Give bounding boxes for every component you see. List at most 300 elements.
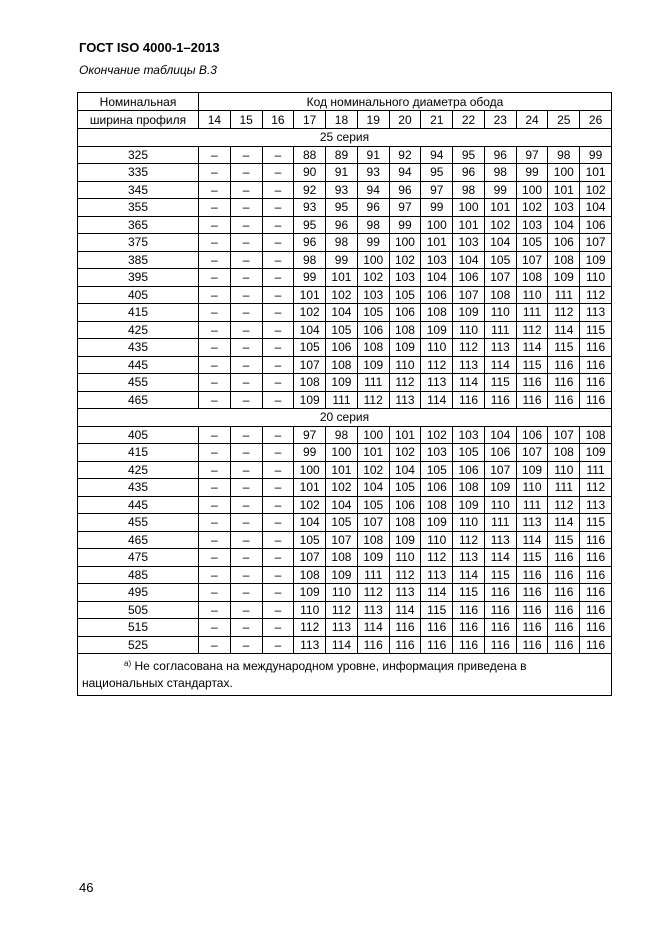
load-index-cell: 112 (421, 356, 453, 374)
load-index-cell: 105 (389, 286, 421, 304)
load-index-cell: 104 (453, 251, 485, 269)
load-index-cell: 108 (294, 566, 326, 584)
load-index-cell: 112 (357, 584, 389, 602)
load-index-cell: 102 (326, 286, 358, 304)
load-index-cell: 107 (484, 269, 516, 287)
load-index-cell: 113 (421, 374, 453, 392)
load-index-cell: 111 (580, 461, 612, 479)
load-index-cell: – (262, 444, 294, 462)
load-index-cell: 116 (453, 619, 485, 637)
load-index-cell: 103 (516, 216, 548, 234)
load-index-cell: 110 (389, 356, 421, 374)
load-index-cell: – (199, 356, 231, 374)
load-index-cell: 100 (453, 199, 485, 217)
load-index-cell: 116 (421, 636, 453, 654)
load-index-cell: 109 (389, 339, 421, 357)
load-index-cell: – (230, 164, 262, 182)
load-index-cell: 116 (453, 636, 485, 654)
load-index-cell: 113 (516, 514, 548, 532)
load-index-cell: 106 (580, 216, 612, 234)
diameter-code-header: 26 (580, 111, 612, 129)
load-index-cell: 112 (548, 304, 580, 322)
load-index-cell: 103 (421, 251, 453, 269)
load-index-cell: – (199, 286, 231, 304)
load-index-cell: 116 (580, 391, 612, 409)
load-index-cell: – (262, 146, 294, 164)
load-index-cell: 113 (294, 636, 326, 654)
load-index-cell: – (230, 269, 262, 287)
load-index-cell: 103 (389, 269, 421, 287)
load-index-cell: 116 (484, 391, 516, 409)
load-index-cell: – (199, 374, 231, 392)
load-index-cell: 116 (580, 374, 612, 392)
load-index-cell: 113 (389, 584, 421, 602)
load-index-cell: – (230, 391, 262, 409)
section-width-cell: 455 (78, 374, 199, 392)
load-index-cell: – (230, 251, 262, 269)
load-index-cell: – (199, 164, 231, 182)
load-index-cell: 88 (294, 146, 326, 164)
load-index-cell: 111 (357, 374, 389, 392)
load-index-cell: – (230, 549, 262, 567)
load-index-cell: 102 (516, 199, 548, 217)
load-index-cell: 106 (389, 496, 421, 514)
load-index-cell: 116 (389, 619, 421, 637)
load-index-cell: – (262, 479, 294, 497)
load-index-cell: 98 (326, 234, 358, 252)
diameter-code-header: 14 (199, 111, 231, 129)
load-index-cell: 116 (548, 601, 580, 619)
load-index-cell: 106 (548, 234, 580, 252)
load-index-cell: 107 (516, 251, 548, 269)
load-index-cell: 116 (357, 636, 389, 654)
load-index-cell: 99 (389, 216, 421, 234)
load-index-cell: – (262, 164, 294, 182)
load-index-cell: 106 (421, 286, 453, 304)
load-index-cell: 113 (484, 531, 516, 549)
load-index-cell: 97 (421, 181, 453, 199)
load-index-cell: – (199, 496, 231, 514)
section-width-cell: 345 (78, 181, 199, 199)
load-index-cell: 111 (548, 286, 580, 304)
load-index-cell: 108 (389, 321, 421, 339)
load-index-cell: 115 (453, 584, 485, 602)
section-width-cell: 485 (78, 566, 199, 584)
load-index-cell: – (262, 269, 294, 287)
load-index-cell: – (199, 269, 231, 287)
load-index-cell: 93 (294, 199, 326, 217)
load-index-cell: 101 (484, 199, 516, 217)
load-index-cell: 104 (484, 234, 516, 252)
load-index-cell: 107 (548, 426, 580, 444)
load-index-cell: 99 (357, 234, 389, 252)
load-index-cell: – (230, 286, 262, 304)
load-index-cell: 107 (294, 356, 326, 374)
load-index-cell: 95 (326, 199, 358, 217)
load-index-cell: 99 (294, 444, 326, 462)
load-index-cell: – (262, 339, 294, 357)
table-row (78, 286, 612, 304)
load-index-cell: 105 (326, 514, 358, 532)
load-index-cell: 102 (484, 216, 516, 234)
load-index-cell: 116 (548, 374, 580, 392)
load-index-cell: 97 (294, 426, 326, 444)
load-index-cell: – (230, 304, 262, 322)
load-index-cell: 96 (294, 234, 326, 252)
load-index-cell: 105 (357, 496, 389, 514)
load-index-cell: 106 (453, 269, 485, 287)
section-width-cell: 365 (78, 216, 199, 234)
load-index-cell: – (230, 601, 262, 619)
load-index-cell: 116 (389, 636, 421, 654)
load-index-cell: – (199, 426, 231, 444)
load-index-cell: – (199, 199, 231, 217)
section-width-cell: 405 (78, 426, 199, 444)
load-index-cell: – (262, 461, 294, 479)
load-index-cell: 116 (484, 584, 516, 602)
load-index-cell: – (262, 531, 294, 549)
table-row (78, 339, 612, 357)
load-index-cell: 104 (357, 479, 389, 497)
load-index-cell: 108 (357, 531, 389, 549)
load-index-cell: 116 (548, 391, 580, 409)
load-index-cell: 109 (326, 566, 358, 584)
load-index-cell: 116 (421, 619, 453, 637)
load-index-cell: 116 (580, 566, 612, 584)
footnote-row (78, 654, 612, 696)
table-row (78, 234, 612, 252)
diameter-code-header: 21 (421, 111, 453, 129)
table-row (78, 531, 612, 549)
load-index-cell: 92 (389, 146, 421, 164)
load-index-cell: 98 (357, 216, 389, 234)
load-index-cell: 116 (516, 584, 548, 602)
load-index-cell: 111 (357, 566, 389, 584)
load-index-cell: 109 (453, 496, 485, 514)
load-index-cell: 89 (326, 146, 358, 164)
load-index-cell: – (199, 216, 231, 234)
series-row (78, 409, 612, 427)
load-index-cell: 105 (421, 461, 453, 479)
table-row (78, 426, 612, 444)
load-index-cell: 91 (326, 164, 358, 182)
load-index-cell: 102 (357, 461, 389, 479)
table-row (78, 181, 612, 199)
section-width-cell: 425 (78, 321, 199, 339)
load-index-cell: – (230, 514, 262, 532)
table-row (78, 566, 612, 584)
load-index-cell: 116 (516, 566, 548, 584)
table-row (78, 461, 612, 479)
load-index-cell: 100 (389, 234, 421, 252)
load-index-cell: 109 (580, 444, 612, 462)
load-index-cell: 110 (294, 601, 326, 619)
load-index-cell: – (199, 566, 231, 584)
load-index-cell: 98 (294, 251, 326, 269)
section-width-cell: 435 (78, 479, 199, 497)
load-index-cell: 101 (421, 234, 453, 252)
page-number: 46 (79, 880, 94, 895)
load-index-cell: 114 (357, 619, 389, 637)
load-index-cell: 110 (326, 584, 358, 602)
diameter-code-header: 22 (453, 111, 485, 129)
load-index-cell: 114 (421, 584, 453, 602)
load-index-cell: 108 (421, 304, 453, 322)
diameter-code-header: 23 (484, 111, 516, 129)
load-index-cell: 101 (357, 444, 389, 462)
load-index-cell: 104 (294, 321, 326, 339)
load-index-cell: – (199, 479, 231, 497)
load-index-cell: 111 (326, 391, 358, 409)
load-index-cell: 100 (421, 216, 453, 234)
load-index-cell: 116 (580, 549, 612, 567)
load-index-cell: 108 (580, 426, 612, 444)
load-index-cell: 100 (548, 164, 580, 182)
load-index-cell: – (199, 391, 231, 409)
section-width-cell: 415 (78, 304, 199, 322)
load-index-cell: 115 (516, 356, 548, 374)
load-index-cell: 108 (294, 374, 326, 392)
load-index-cell: 93 (357, 164, 389, 182)
load-index-cell: 116 (580, 531, 612, 549)
load-index-cell: 102 (389, 444, 421, 462)
diameter-code-header: 20 (389, 111, 421, 129)
load-index-cell: 113 (421, 566, 453, 584)
load-index-cell: 109 (357, 356, 389, 374)
load-index-cell: 96 (484, 146, 516, 164)
load-index-cell: 103 (548, 199, 580, 217)
load-index-cell: – (230, 479, 262, 497)
load-index-cell: 110 (516, 286, 548, 304)
width-header-line2: ширина профиля (78, 111, 199, 129)
load-index-cell: – (199, 444, 231, 462)
load-index-cell: – (262, 304, 294, 322)
load-index-cell: 115 (516, 549, 548, 567)
load-index-cell: 113 (484, 339, 516, 357)
load-index-cell: 116 (516, 636, 548, 654)
load-index-cell: 116 (548, 636, 580, 654)
diameter-code-header: 19 (357, 111, 389, 129)
table-row (78, 391, 612, 409)
footnote-text: Не согласована на международном уровне, информация приведена в национальных стандартах. (82, 659, 527, 690)
load-index-cell: 100 (357, 426, 389, 444)
load-index-cell: 114 (484, 549, 516, 567)
diameter-code-header: 17 (294, 111, 326, 129)
load-index-cell: 115 (421, 601, 453, 619)
load-index-cell: – (262, 234, 294, 252)
load-index-cell: 115 (548, 531, 580, 549)
load-index-cell: 115 (580, 514, 612, 532)
table-row (78, 619, 612, 637)
load-index-cell: 113 (580, 304, 612, 322)
load-index-cell: – (230, 321, 262, 339)
section-width-cell: 465 (78, 531, 199, 549)
load-index-cell: 105 (294, 339, 326, 357)
width-header-line1: Номинальная (78, 93, 199, 111)
load-index-cell: – (230, 339, 262, 357)
load-index-cell: – (230, 444, 262, 462)
table-row (78, 584, 612, 602)
load-index-cell: 110 (548, 461, 580, 479)
load-index-cell: 113 (389, 391, 421, 409)
load-index-cell: 114 (548, 321, 580, 339)
load-index-cell: – (199, 461, 231, 479)
section-width-cell: 445 (78, 496, 199, 514)
load-index-cell: 116 (548, 584, 580, 602)
load-index-cell: 104 (580, 199, 612, 217)
diameter-code-header: 18 (326, 111, 358, 129)
load-index-cell: 107 (453, 286, 485, 304)
series-title: 25 серия (78, 129, 612, 147)
load-index-cell: 108 (484, 286, 516, 304)
load-index-cell: – (262, 584, 294, 602)
load-index-cell: 111 (548, 479, 580, 497)
load-index-cell: 106 (326, 339, 358, 357)
load-index-cell: 116 (548, 549, 580, 567)
footnote (78, 654, 612, 696)
section-width-cell: 465 (78, 391, 199, 409)
load-index-cell: 110 (484, 496, 516, 514)
load-index-cell: – (262, 199, 294, 217)
load-index-cell: 91 (357, 146, 389, 164)
section-width-cell: 395 (78, 269, 199, 287)
load-index-cell: 107 (516, 444, 548, 462)
load-index-cell: 111 (516, 304, 548, 322)
load-index-cell: 116 (548, 356, 580, 374)
load-index-cell: 104 (548, 216, 580, 234)
section-width-cell: 405 (78, 286, 199, 304)
section-width-cell: 495 (78, 584, 199, 602)
diameter-code-header: 15 (230, 111, 262, 129)
load-index-cell: – (199, 549, 231, 567)
load-index-cell: 108 (548, 251, 580, 269)
load-index-cell: 102 (580, 181, 612, 199)
load-index-cell: 109 (294, 391, 326, 409)
table-row (78, 199, 612, 217)
table-row (78, 479, 612, 497)
load-index-cell: – (199, 304, 231, 322)
load-index-cell: – (230, 566, 262, 584)
load-index-cell: 110 (580, 269, 612, 287)
load-index-cell: 107 (326, 531, 358, 549)
load-index-cell: 107 (580, 234, 612, 252)
load-index-cell: 102 (326, 479, 358, 497)
load-index-cell: 97 (516, 146, 548, 164)
load-index-cell: 96 (326, 216, 358, 234)
load-index-cell: 116 (484, 601, 516, 619)
load-index-cell: 102 (294, 304, 326, 322)
load-index-cell: 106 (357, 321, 389, 339)
table-row (78, 514, 612, 532)
load-index-cell: 113 (357, 601, 389, 619)
load-index-cell: – (199, 619, 231, 637)
load-index-cell: 109 (294, 584, 326, 602)
load-index-cell: – (199, 601, 231, 619)
load-index-cell: 113 (326, 619, 358, 637)
load-index-cell: 104 (389, 461, 421, 479)
table-row (78, 164, 612, 182)
load-index-cell: 104 (484, 426, 516, 444)
load-index-cell: 97 (389, 199, 421, 217)
section-width-cell: 375 (78, 234, 199, 252)
load-index-cell: 114 (484, 356, 516, 374)
load-index-cell: 102 (294, 496, 326, 514)
load-index-cell: 114 (389, 601, 421, 619)
load-index-cell: – (262, 251, 294, 269)
load-index-cell: 109 (389, 531, 421, 549)
load-index-cell: – (262, 619, 294, 637)
load-index-cell: 109 (484, 479, 516, 497)
load-index-cell: 116 (580, 584, 612, 602)
load-index-cell: 99 (484, 181, 516, 199)
load-index-cell: 115 (548, 339, 580, 357)
load-index-cell: 101 (326, 269, 358, 287)
load-index-cell: 105 (326, 321, 358, 339)
load-index-cell: – (262, 216, 294, 234)
load-index-cell: 109 (357, 549, 389, 567)
load-index-cell: – (199, 251, 231, 269)
load-index-cell: 114 (548, 514, 580, 532)
load-index-cell: 103 (453, 426, 485, 444)
load-index-cell: – (262, 374, 294, 392)
section-width-cell: 435 (78, 339, 199, 357)
load-index-cell: 96 (357, 199, 389, 217)
load-index-cell: 116 (548, 619, 580, 637)
load-index-cell: 116 (516, 391, 548, 409)
load-index-cell: 110 (516, 479, 548, 497)
load-index-cell: 103 (357, 286, 389, 304)
load-index-cell: 105 (389, 479, 421, 497)
load-index-cell: 116 (580, 636, 612, 654)
diameter-code-header: 24 (516, 111, 548, 129)
load-index-cell: – (230, 234, 262, 252)
load-index-cell: – (262, 286, 294, 304)
load-index-cell: – (199, 181, 231, 199)
load-index-cell: – (262, 426, 294, 444)
diameter-code-header: 25 (548, 111, 580, 129)
load-index-cell: 110 (421, 339, 453, 357)
load-index-cell: 103 (421, 444, 453, 462)
load-index-cell: 113 (580, 496, 612, 514)
load-index-cell: 116 (580, 356, 612, 374)
load-index-cell: 112 (453, 531, 485, 549)
table-caption: Окончание таблицы В.3 (79, 63, 217, 77)
load-index-cell: 114 (516, 531, 548, 549)
load-index-cell: 104 (421, 269, 453, 287)
load-index-cell: 109 (580, 251, 612, 269)
section-width-cell: 355 (78, 199, 199, 217)
load-index-cell: – (262, 549, 294, 567)
load-index-cell: 108 (326, 356, 358, 374)
load-index-cell: 109 (548, 269, 580, 287)
load-index-cell: 110 (421, 531, 453, 549)
diameter-code-header: 16 (262, 111, 294, 129)
load-index-cell: 111 (484, 514, 516, 532)
load-index-cell: 108 (516, 269, 548, 287)
load-index-cell: 108 (389, 514, 421, 532)
table-row (78, 269, 612, 287)
load-index-cell: – (262, 601, 294, 619)
load-index-cell: 112 (580, 286, 612, 304)
load-index-cell: 112 (516, 321, 548, 339)
diameter-group-header: Код номинального диаметра обода (199, 93, 612, 111)
load-index-cell: 94 (357, 181, 389, 199)
load-index-cell: 99 (421, 199, 453, 217)
load-index-cell: 116 (453, 601, 485, 619)
load-index-cell: – (199, 636, 231, 654)
load-index-cell: – (262, 356, 294, 374)
load-index-cell: 115 (484, 566, 516, 584)
